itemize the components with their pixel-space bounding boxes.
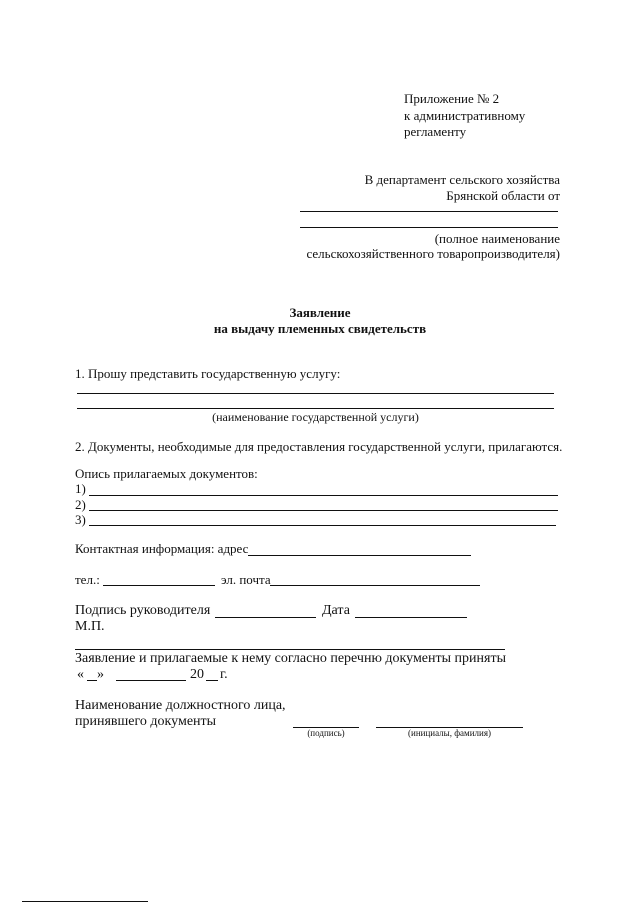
acceptance-year-prefix: 20: [190, 667, 204, 682]
section-2-text: 2. Документы, необходимые для предоставления государственной услуги, прилагаются.: [75, 439, 563, 454]
official-label-2: принявшего документы: [75, 714, 217, 729]
head-signature-label: Подпись руководителя: [75, 603, 211, 618]
stamp-label: М.П.: [75, 619, 105, 634]
phone-label: тел.:: [75, 572, 100, 587]
acceptance-date-close: »: [97, 667, 104, 682]
addressee-hint-2: сельскохозяйственного товаропроизводителя): [306, 246, 560, 261]
inventory-title: Опись прилагаемых документов:: [75, 466, 258, 481]
addressee-blank-2[interactable]: [300, 227, 558, 228]
service-blank-1[interactable]: [77, 393, 554, 394]
head-signature-blank[interactable]: [215, 617, 316, 618]
email-blank[interactable]: [270, 585, 480, 586]
acceptance-date-open: «: [77, 667, 84, 682]
document-subtitle: на выдачу племенных свидетельств: [213, 321, 427, 336]
official-signature-hint: (подпись): [307, 728, 345, 738]
inventory-blank-3[interactable]: [89, 525, 556, 526]
address-blank[interactable]: [248, 555, 471, 556]
separator-line: [75, 649, 505, 650]
acceptance-text: Заявление и прилагаемые к нему согласно перечню документы приняты: [75, 651, 506, 666]
date-blank[interactable]: [355, 617, 467, 618]
addressee-blank-1[interactable]: [300, 211, 558, 212]
inventory-blank-1[interactable]: [89, 495, 558, 496]
date-label: Дата: [322, 603, 350, 618]
appendix-line-2: к административному: [404, 108, 526, 123]
inventory-item-2: 2): [75, 497, 86, 512]
acceptance-day-blank[interactable]: [87, 680, 97, 681]
section-1-text: 1. Прошу представить государственную услугу:: [75, 366, 341, 381]
official-label-1: Наименование должностного лица,: [75, 698, 286, 713]
footnote-separator: [22, 901, 148, 902]
acceptance-year-suffix: г.: [220, 667, 228, 682]
service-hint: (наименование государственной услуги): [212, 410, 419, 424]
addressee-line-1: В департамент сельского хозяйства: [364, 172, 560, 187]
contact-label: Контактная информация: адрес: [75, 541, 249, 556]
inventory-blank-2[interactable]: [89, 510, 558, 511]
email-label: эл. почта: [221, 572, 271, 587]
official-name-hint: (инициалы, фамилия): [408, 728, 491, 738]
appendix-line-3: регламенту: [404, 124, 467, 139]
phone-blank[interactable]: [103, 585, 215, 586]
acceptance-month-blank[interactable]: [116, 680, 186, 681]
acceptance-year-blank[interactable]: [206, 680, 218, 681]
inventory-item-3: 3): [75, 512, 86, 527]
addressee-line-2: Брянской области от: [446, 188, 560, 203]
addressee-hint-1: (полное наименование: [434, 231, 560, 246]
service-blank-2[interactable]: [77, 408, 554, 409]
document-title: Заявление: [289, 305, 351, 320]
appendix-number: Приложение № 2: [404, 91, 500, 106]
inventory-item-1: 1): [75, 481, 86, 496]
